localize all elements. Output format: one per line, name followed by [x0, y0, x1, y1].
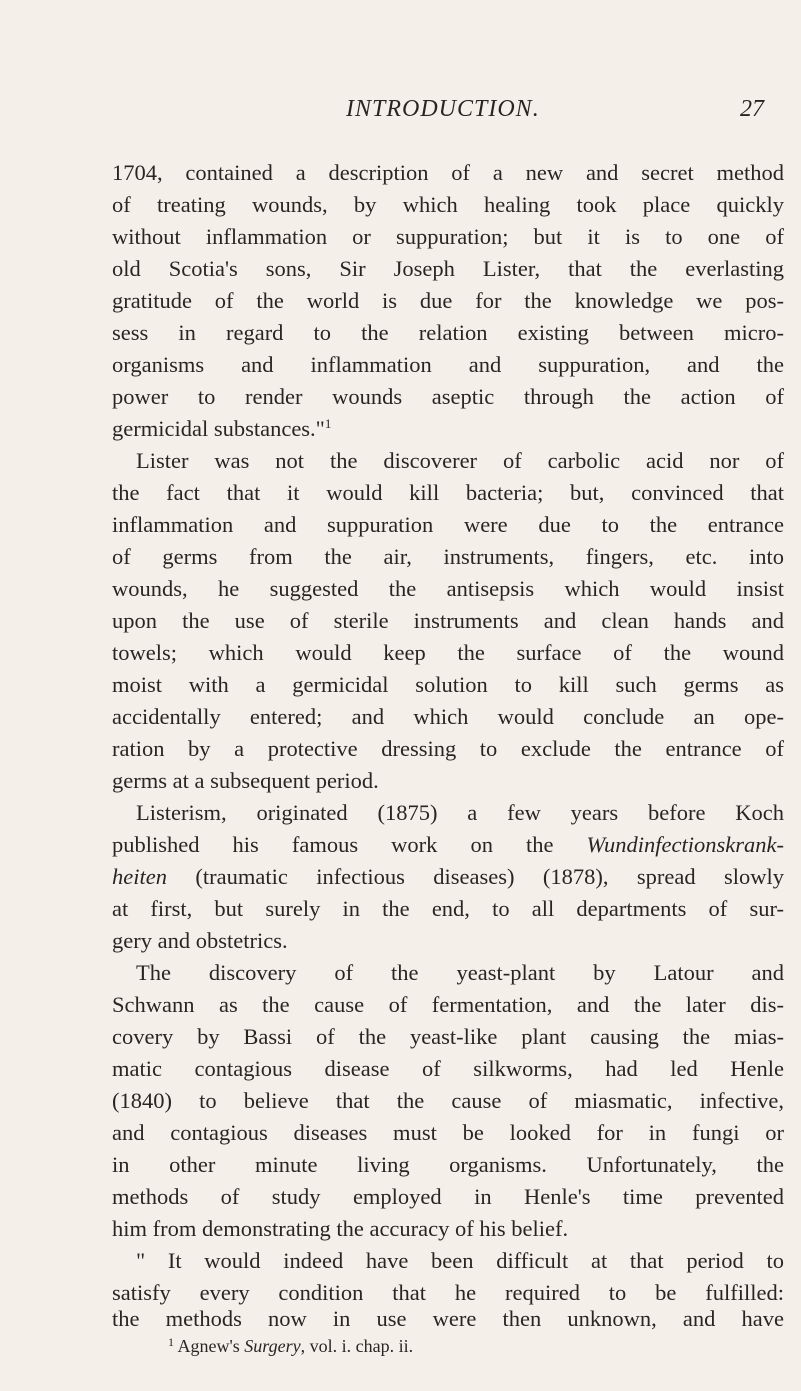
- text-line: sess in regard to the relation existing between micro-: [112, 320, 784, 345]
- footnote-marker: 1: [168, 1335, 174, 1349]
- text-line: 1704, contained a description of a new and secret method: [112, 160, 784, 185]
- text-line: the fact that it would kill bacteria; but, convinced that: [112, 480, 784, 505]
- text-line: moist with a germicidal solution to kill such germs as: [112, 672, 784, 697]
- text-line: germs at a subsequent period.: [112, 768, 379, 793]
- text-line: him from demonstrating the accuracy of his belief.: [112, 1216, 569, 1241]
- text-line: gery and obstetrics.: [112, 928, 288, 953]
- text-line: methods of study employed in Henle's time prevented: [112, 1184, 784, 1209]
- text-line: covery by Bassi of the yeast-like plant causing the mias-: [112, 1024, 784, 1049]
- footnote-title: Surgery: [244, 1336, 301, 1356]
- text-line: accidentally entered; and which would conclude an ope-: [112, 704, 784, 729]
- text-line: germicidal substances."$^1$: [112, 416, 332, 441]
- italic-title: heiten: [112, 864, 167, 889]
- text-line: Lister was not the discoverer of carbolic acid nor of: [136, 448, 784, 473]
- text-line: the methods now in use were then unknown, and have: [112, 1306, 784, 1331]
- footnote-reference: 1: [324, 416, 332, 431]
- text-line: and contagious diseases must be looked for in fungi or: [112, 1120, 784, 1145]
- text-line: upon the use of sterile instruments and clean hands and: [112, 608, 784, 633]
- text-line: " It would indeed have been difficult at that period to: [136, 1248, 784, 1273]
- text-line: (1840) to believe that the cause of miasmatic, infective,: [112, 1088, 784, 1113]
- text-line: satisfy every condition that he required to be fulfilled:: [112, 1280, 784, 1305]
- text-line: published his famous work on the Wundinfectionskrank-: [112, 832, 785, 857]
- footnote: $^1$ Agnew's Surgery, vol. i. chap. ii.: [168, 1335, 414, 1356]
- text-line: in other minute living organisms. Unfortunately, the: [112, 1152, 784, 1177]
- text-line: inflammation and suppuration were due to the entrance: [112, 512, 784, 537]
- text-line: old Scotia's sons, Sir Joseph Lister, that the everlasting: [112, 256, 784, 281]
- italic-title: Wundinfectionskrank-: [586, 832, 785, 857]
- text-line: Listerism, originated (1875) a few years before Koch: [136, 800, 784, 825]
- text-line: heiten (traumatic infectious diseases) (1878), spread slowly: [112, 864, 784, 889]
- text-line: of treating wounds, by which healing took place quickly: [112, 192, 784, 217]
- text-line: Schwann as the cause of fermentation, and the later dis-: [112, 992, 784, 1017]
- text-line: The discovery of the yeast-plant by Latour and: [136, 960, 784, 985]
- page-number: 27: [740, 96, 764, 122]
- text-line: without inflammation or suppuration; but it is to one of: [112, 224, 784, 249]
- text-line: of germs from the air, instruments, fingers, etc. into: [112, 544, 784, 569]
- text-line: towels; which would keep the surface of the wound: [112, 640, 784, 665]
- text-line: at first, but surely in the end, to all departments of sur-: [112, 896, 784, 921]
- running-head: INTRODUCTION.: [346, 96, 540, 122]
- text-line: matic contagious disease of silkworms, had led Henle: [112, 1056, 784, 1081]
- text-line: power to render wounds aseptic through the action of: [112, 384, 784, 409]
- text-line: wounds, he suggested the antisepsis which would insist: [112, 576, 784, 601]
- text-line: ration by a protective dressing to exclude the entrance of: [112, 736, 784, 761]
- text-line: organisms and inflammation and suppuration, and the: [112, 352, 784, 377]
- text-line: gratitude of the world is due for the knowledge we pos-: [112, 288, 784, 313]
